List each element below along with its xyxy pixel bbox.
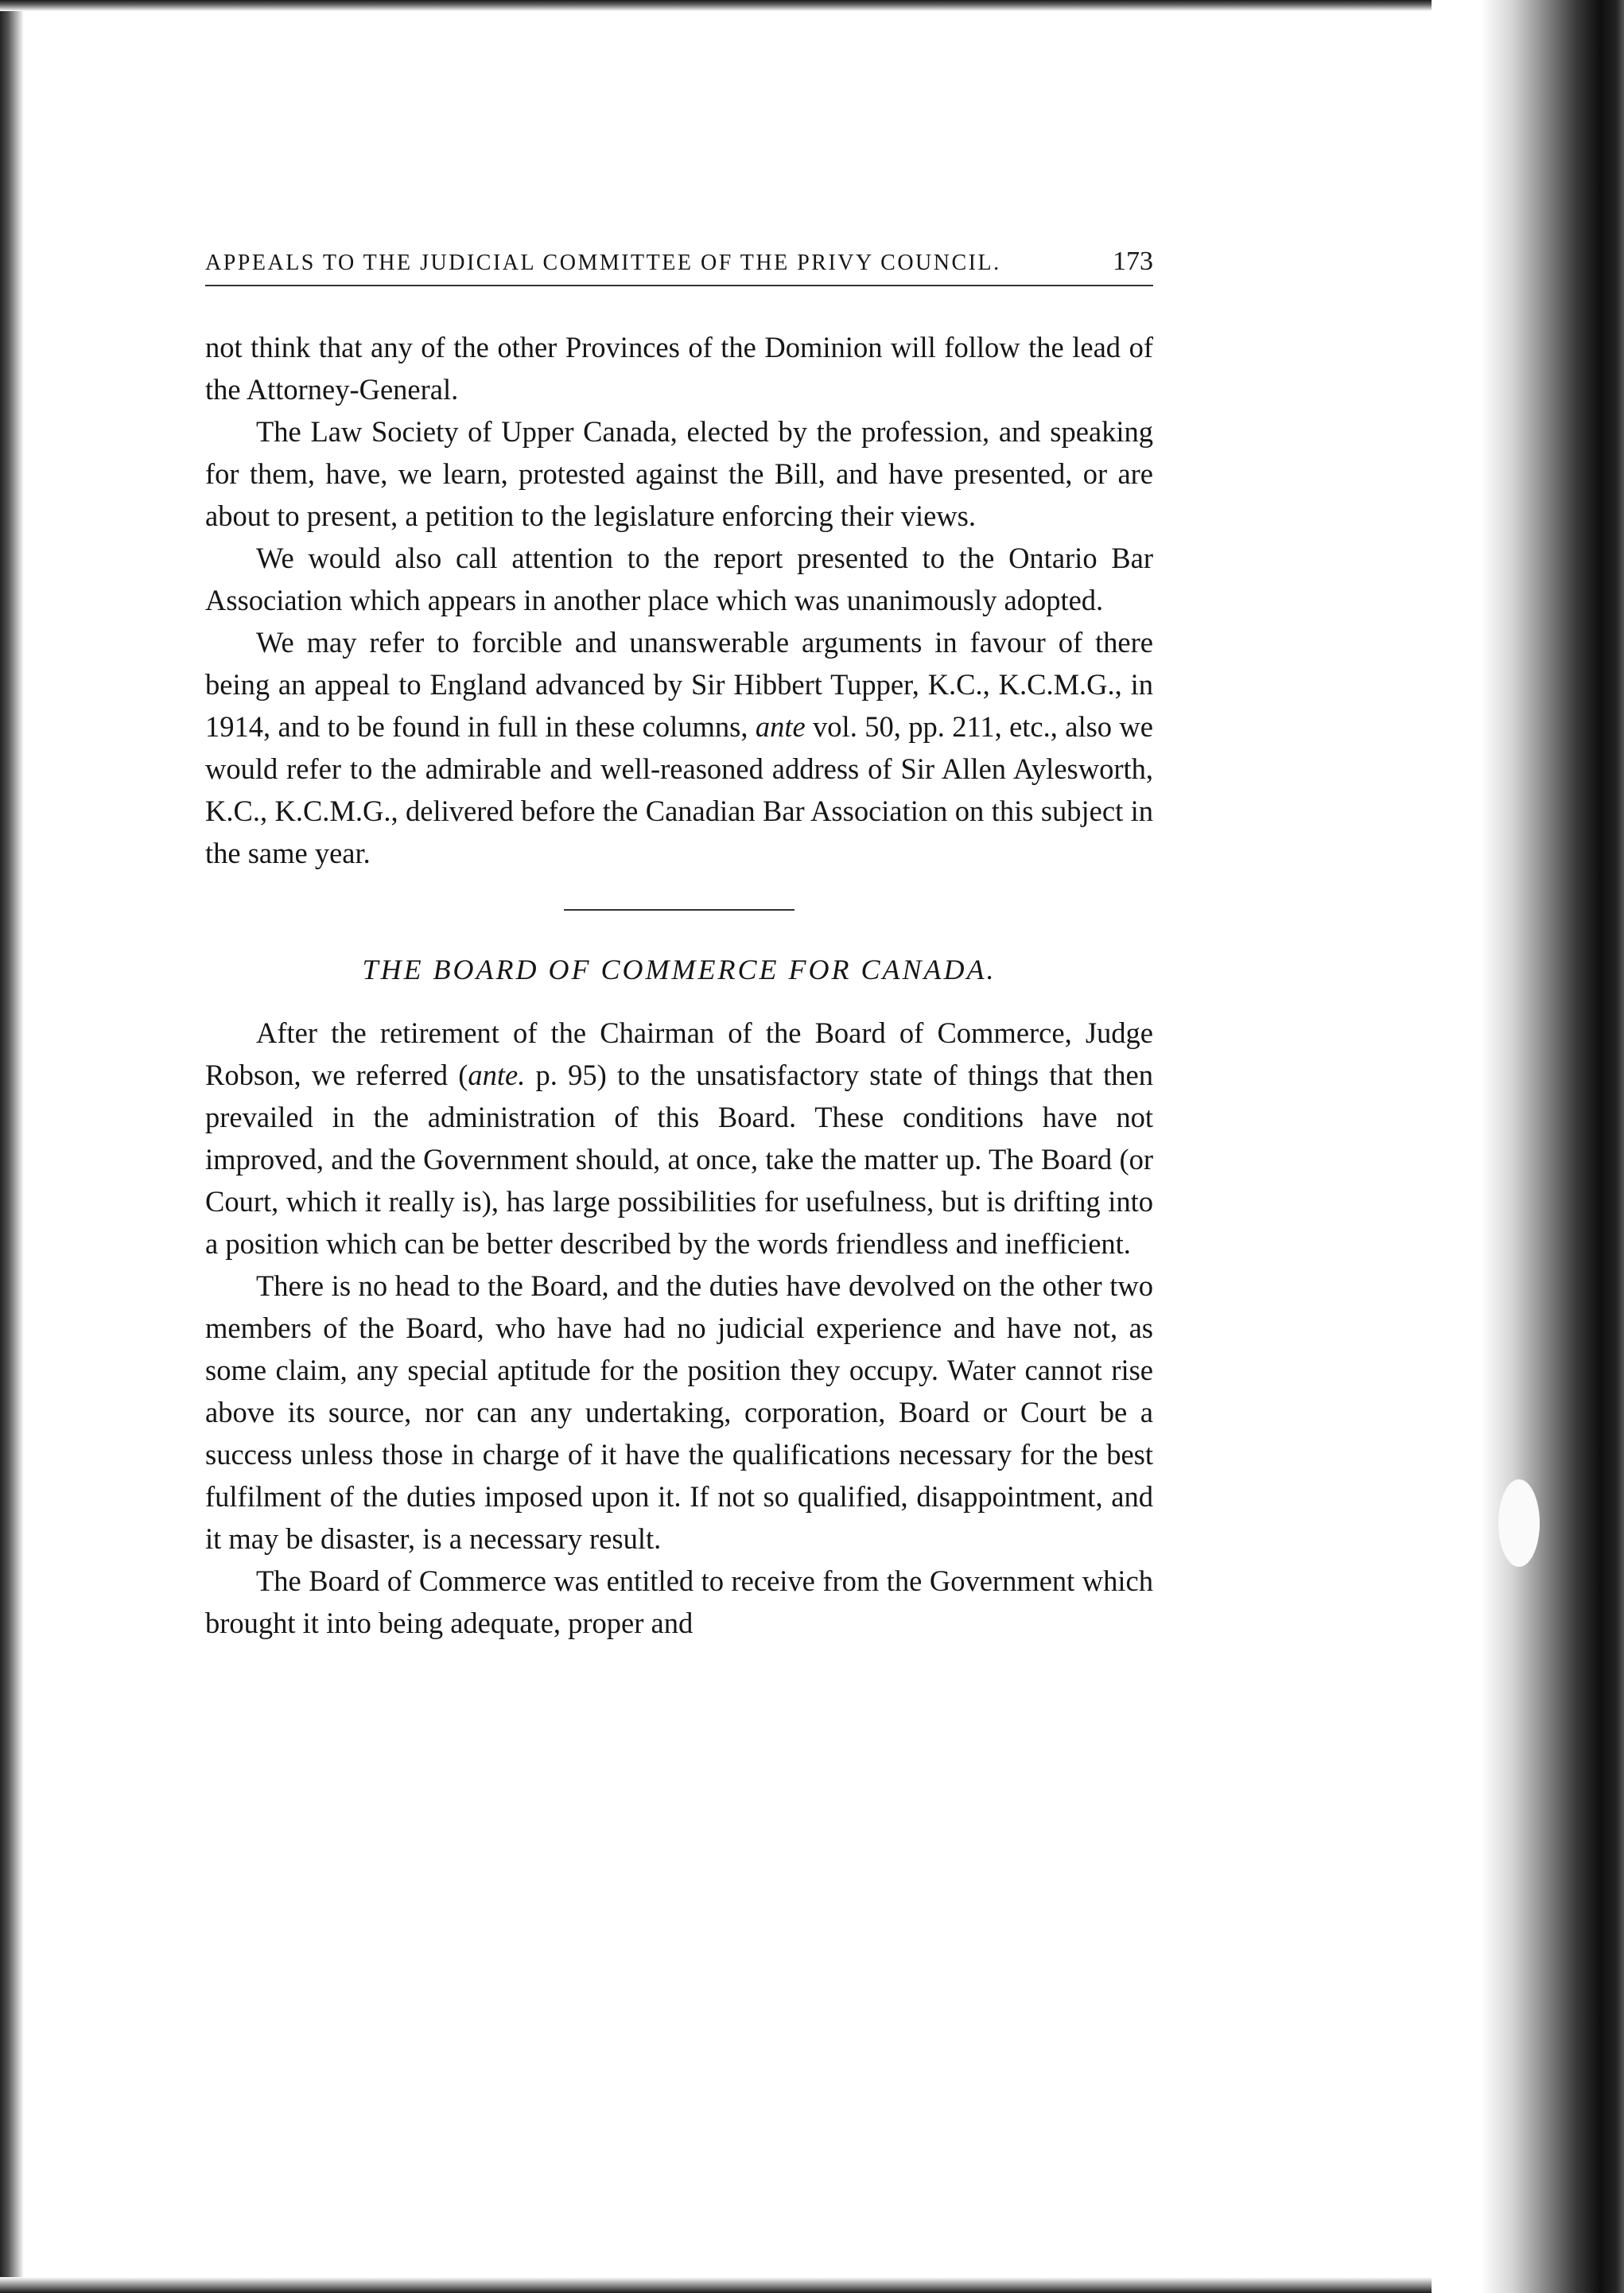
running-head <box>205 247 1153 286</box>
section-divider <box>564 909 795 911</box>
binding-hole <box>1498 1479 1540 1567</box>
section-appeals-continuation <box>205 326 1153 874</box>
scan-edge-top <box>0 0 1432 11</box>
running-title: APPEALS TO THE JUDICIAL COMMITTEE OF THE PRIVY COUNCIL. <box>205 251 1001 275</box>
paragraph-text: We may refer to forcible and unanswerable arguments in favour of there being an appeal to England advanced by Sir Hibbert Tupper, K.C., K.C.M.G., in 1914, and to be found in full in these columns, <box>205 626 1153 743</box>
paragraph: not think that any of the other Provinces of the Dominion will follow the lead of the Attorney-General. <box>205 331 1153 406</box>
paragraph: The Board of Commerce was entitled to receive from the Government which brought it into being adequate, proper and <box>205 1564 1153 1639</box>
page-number: 173 <box>1113 247 1153 276</box>
paragraph: The Law Society of Upper Canada, elected by the profession, and speaking for them, have, we learn, protested against the Bill, and have presented, or are about to present, a petition to the legislature enforcing their views. <box>205 415 1153 532</box>
paragraph-text: After the retirement of the Chairman of the Board of Commerce, Judge Robson, we referred ( <box>205 1016 1153 1091</box>
italic-citation: ante. <box>468 1059 526 1091</box>
paragraph-text: vol. 50, pp. 211, etc., also we would refer to the admirable and well-reasoned address of Sir Allen Aylesworth, K.C., K.C.M.G., delivered before the Canadian Bar Association on this subject in the same year. <box>205 710 1153 869</box>
italic-citation: ante <box>755 710 806 743</box>
paragraph <box>205 1012 1153 1265</box>
paragraph <box>205 621 1153 874</box>
scan-edge-left <box>0 0 24 2293</box>
paragraph: There is no head to the Board, and the duties have devolved on the other two members of the Board, who have had no judicial experience and have not, as some claim, any special aptitude for the position they occupy. Water cannot rise above its source, nor can any undertaking, corporation, Board or Court be a success unless those in charge of it have the qualifications necessary for the best fulfilment of the duties imposed upon it. If not so qualified, disappointment, and it may be disaster, is a necessary result. <box>205 1269 1153 1555</box>
section-board-of-commerce <box>205 1012 1153 1644</box>
scan-edge-bottom <box>0 2277 1432 2293</box>
paragraph-text: p. 95) to the unsatisfactory state of things that then prevailed in the administration of this Board. These conditions have not improved, and the Government should, at once, take the matter up. The Board (or Court, which it really is), has large possibilities for usefulness, but is drifting into a position which can be better described by the words friendless and inefficient. <box>205 1059 1154 1260</box>
paragraph: We would also call attention to the report presented to the Ontario Bar Association which appears in another place which was unanimously adopted. <box>205 542 1153 616</box>
page-content <box>205 247 1153 1644</box>
scan-gutter-shadow <box>1481 0 1624 2293</box>
section-title: THE BOARD OF COMMERCE FOR CANADA. <box>362 954 997 985</box>
